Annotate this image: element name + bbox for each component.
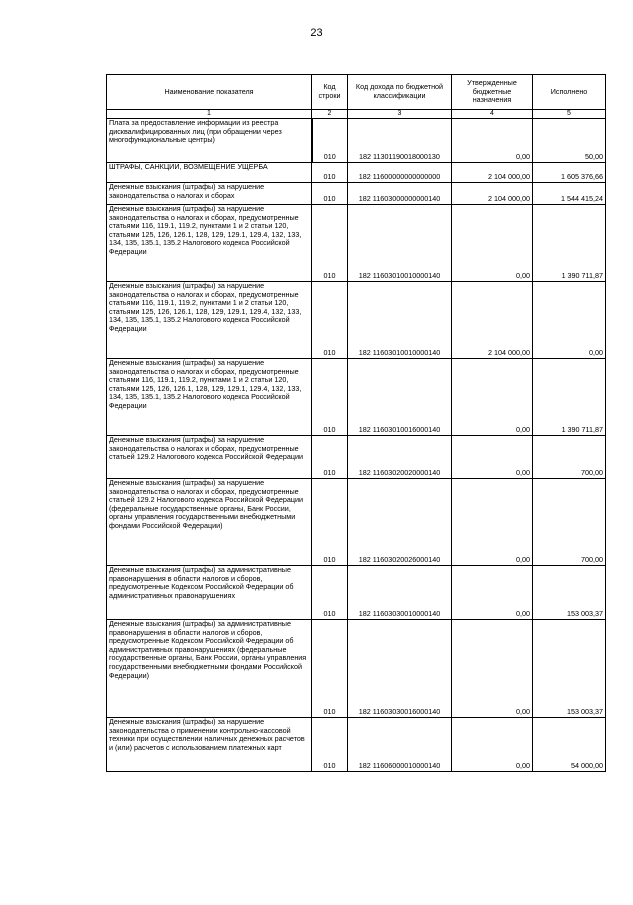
executed-amount: 700,00 (533, 479, 606, 566)
income-code: 182 11603030016000140 (348, 620, 452, 718)
income-code: 182 11603030010000140 (348, 566, 452, 620)
executed-amount: 1 390 711,87 (533, 205, 606, 282)
column-number: 2 (312, 110, 348, 119)
executed-amount: 1 544 415,24 (533, 183, 606, 205)
approved-amount: 2 104 000,00 (452, 282, 533, 359)
indicator-name: Денежные взыскания (штрафы) за нарушение законодательства о налогах и сборах, предусмотренные статьями 116, 119.1, 119.2, пунктами 1 и 2 статьи 120, статьями 125, 126, 126.1, 128, 129, 129.1, 129.4, 132, 133, 134, 135, 135.1, 135.2 Налогового кодекса Российской Федерации (107, 205, 312, 282)
line-code: 010 (312, 718, 348, 772)
column-number: 5 (533, 110, 606, 119)
table-row (107, 436, 606, 479)
indicator-name: Денежные взыскания (штрафы) за нарушение законодательства о налогах и сборах (107, 183, 312, 205)
executed-amount: 50,00 (533, 119, 606, 163)
line-code: 010 (312, 359, 348, 436)
indicator-name: Денежные взыскания (штрафы) за административные правонарушения в области налогов и сборов, предусмотренные Кодексом Российской Федерации об административных правонарушениях (107, 566, 312, 620)
table-row (107, 479, 606, 566)
indicator-name: Денежные взыскания (штрафы) за нарушение законодательства о налогах и сборах, предусмотренные статьями 116, 119.1, 119.2, пунктами 1 и 2 статьи 120, статьями 125, 126, 126.1, 128, 129, 129.1, 129.4, 132, 133, 134, 135, 135.1, 135.2 Налогового кодекса Российской Федерации (107, 282, 312, 359)
indicator-name: Денежные взыскания (штрафы) за административные правонарушения в области налогов и сборов, предусмотренные Кодексом Российской Федерации об административных правонарушениях (федеральные государственные органы, Банк России, органы управления государственными внебюджетными фондами Российской Федерации) (107, 620, 312, 718)
indicator-name: Денежные взыскания (штрафы) за нарушение законодательства о налогах и сборах, предусмотренные статьей 129.2 Налогового кодекса Российской Федерации (федеральные государственные органы, Банк России, органы управления государственными внебюджетными фондами Российской Федерации) (107, 479, 312, 566)
approved-amount: 0,00 (452, 119, 533, 163)
header-approved: Утвержденные бюджетные назначения (452, 75, 533, 110)
income-code: 182 11603010016000140 (348, 359, 452, 436)
indicator-name: Плата за предоставление информации из реестра дисквалифицированных лиц (при обращении через многофункциональные центры) (107, 119, 312, 163)
header-row (107, 75, 606, 110)
approved-amount: 0,00 (452, 566, 533, 620)
executed-amount: 54 000,00 (533, 718, 606, 772)
executed-amount: 153 003,37 (533, 566, 606, 620)
line-code: 010 (312, 436, 348, 479)
income-code: 182 11301190018000130 (348, 119, 452, 163)
income-code: 182 11603000000000140 (348, 183, 452, 205)
approved-amount: 0,00 (452, 436, 533, 479)
income-code: 182 11603010010000140 (348, 282, 452, 359)
table-row (107, 183, 606, 205)
table-row (107, 282, 606, 359)
approved-amount: 2 104 000,00 (452, 183, 533, 205)
line-code: 010 (312, 205, 348, 282)
table-row (107, 620, 606, 718)
table-row (107, 718, 606, 772)
line-code: 010 (312, 566, 348, 620)
header-income-code: Код дохода по бюджетной классификации (348, 75, 452, 110)
executed-amount: 153 003,37 (533, 620, 606, 718)
budget-execution-table (106, 74, 606, 772)
header-indicator-name: Наименование показателя (107, 75, 312, 110)
line-code: 010 (312, 183, 348, 205)
line-code: 010 (312, 620, 348, 718)
table-row (107, 359, 606, 436)
executed-amount: 0,00 (533, 282, 606, 359)
approved-amount: 0,00 (452, 479, 533, 566)
approved-amount: 0,00 (452, 359, 533, 436)
income-code: 182 11600000000000000 (348, 163, 452, 183)
line-code: 010 (312, 282, 348, 359)
income-code: 182 11606000010000140 (348, 718, 452, 772)
column-number: 4 (452, 110, 533, 119)
approved-amount: 0,00 (452, 620, 533, 718)
indicator-name: ШТРАФЫ, САНКЦИИ, ВОЗМЕЩЕНИЕ УЩЕРБА (107, 163, 312, 183)
header-line-code: Код строки (312, 75, 348, 110)
column-number: 3 (348, 110, 452, 119)
header-executed: Исполнено (533, 75, 606, 110)
approved-amount: 0,00 (452, 205, 533, 282)
column-number-row (107, 110, 606, 119)
page-number: 23 (310, 27, 323, 39)
approved-amount: 2 104 000,00 (452, 163, 533, 183)
income-code: 182 11603020020000140 (348, 436, 452, 479)
indicator-name: Денежные взыскания (штрафы) за нарушение законодательства о применении контрольно-кассовой техники при осуществлении наличных денежных расчетов и (или) расчетов с использованием платежных карт (107, 718, 312, 772)
indicator-name: Денежные взыскания (штрафы) за нарушение законодательства о налогах и сборах, предусмотренные статьями 116, 119.1, 119.2, пунктами 1 и 2 статьи 120, статьями 125, 126, 126.1, 128, 129, 129.1, 129.4, 132, 133, 134, 135, 135.1, 135.2 Налогового кодекса Российской Федерации (107, 359, 312, 436)
column-number: 1 (107, 110, 312, 119)
line-code: 010 (312, 163, 348, 183)
approved-amount: 0,00 (452, 718, 533, 772)
table-row (107, 566, 606, 620)
executed-amount: 1 390 711,87 (533, 359, 606, 436)
indicator-name: Денежные взыскания (штрафы) за нарушение законодательства о налогах и сборах, предусмотренные статьей 129.2 Налогового кодекса Российской Федерации (107, 436, 312, 479)
line-code: 010 (312, 479, 348, 566)
executed-amount: 700,00 (533, 436, 606, 479)
executed-amount: 1 605 376,66 (533, 163, 606, 183)
line-code: 010 (312, 119, 348, 163)
table-row (107, 205, 606, 282)
table-row (107, 119, 606, 163)
income-code: 182 11603020026000140 (348, 479, 452, 566)
table-row (107, 163, 606, 183)
income-code: 182 11603010010000140 (348, 205, 452, 282)
